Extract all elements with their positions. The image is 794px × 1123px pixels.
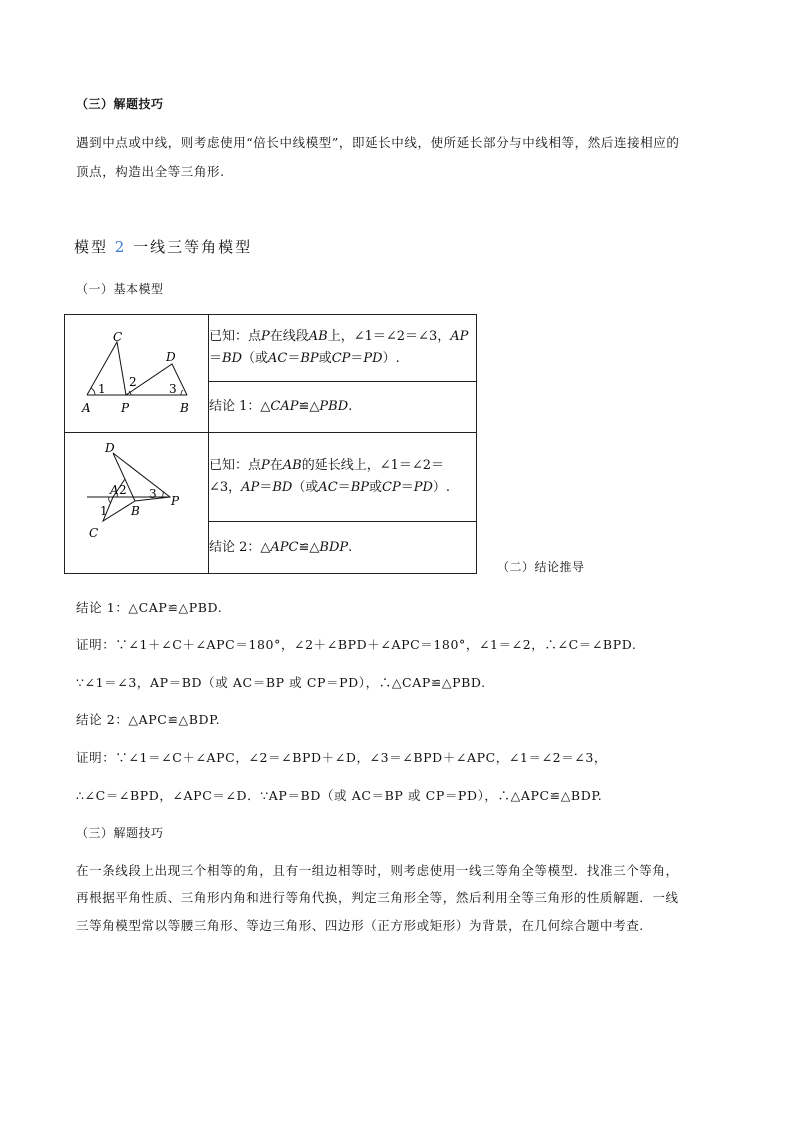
figure-1-diagram (65, 315, 208, 428)
text-run: ＝ (350, 351, 364, 367)
fig2-angle-3: 3 (149, 487, 157, 501)
tips2-line-3: 三等角模型常以等腰三角形、等边三角形、四边形（正方形或矩形）为背景，在几何综合题中考查. (76, 918, 644, 933)
text-run: ＝ (337, 480, 351, 496)
text-run: ≌△ (298, 539, 320, 555)
fig1-label-P: P (121, 401, 130, 415)
fig1-label-B: B (180, 401, 189, 415)
text-run: P (261, 329, 270, 345)
tips-paragraph-line-2: 顶点，构造出全等三角形. (76, 164, 225, 179)
model-number: 2 (114, 238, 127, 256)
text-run: 已知：点 (209, 458, 262, 474)
derivation-line-4: 结论 2：△APC≌△BDP. (76, 712, 221, 727)
text-run: ＝ (287, 351, 301, 367)
text-run: CP (382, 480, 401, 496)
text-run: ）. (382, 351, 400, 367)
figure-cell-2 (65, 433, 209, 574)
text-run: CP (331, 351, 351, 367)
text-run: BD (222, 351, 242, 367)
text-run: ≌△ (298, 399, 320, 415)
fig2-label-P: P (171, 494, 180, 508)
fig1-angle-1: 1 (98, 382, 106, 396)
text-run: 或 (369, 480, 383, 496)
text-run: BP (300, 351, 319, 367)
text-run: BP (350, 480, 369, 496)
text-run: 在线段 (269, 329, 309, 345)
fig2-label-D: D (105, 441, 115, 455)
tips2-line-2: 再根据平角性质、三角形内角和进行等角代换，判定三角形全等，然后利用全等三角形的性质解题．一线 (76, 890, 679, 905)
text-run: PD (413, 480, 433, 496)
text-run: 在 (269, 458, 283, 474)
section-title-tips-1: （三）解题技巧 (76, 97, 164, 111)
tips-paragraph-line-1: 遇到中点或中线，则考虑使用“倍长中线模型”，即延长中线，使所延长部分与中线相等，然后连接相应的 (76, 135, 680, 150)
text-run: ）. (432, 480, 451, 496)
tips2-line-1: 在一条线段上出现三个相等的角，且有一组边相等时，则考虑使用一线三等角全等模型．找准三个等角， (76, 863, 679, 878)
text-run: 上，∠1＝∠2＝∠3， (327, 329, 451, 345)
text-run: 的延长线上，∠1＝∠2＝∠3， (209, 458, 445, 496)
fig1-angle-3: 3 (169, 382, 177, 396)
text-run: P (261, 458, 270, 474)
model-label: 模型 (74, 238, 109, 256)
model-1-given (209, 315, 477, 382)
model-title: 一线三等角模型 (133, 238, 253, 256)
figure-2-diagram (65, 433, 208, 569)
fig1-angle-2: 2 (129, 375, 137, 389)
text-run: AB (308, 329, 328, 345)
tips-title-2: （三）解题技巧 (76, 826, 164, 840)
basic-model-title: （一）基本模型 (76, 282, 164, 296)
fig1-label-D: D (166, 350, 176, 364)
text-run: ＝ (209, 351, 223, 367)
fig1-label-A: A (82, 401, 91, 415)
text-run: PD (363, 351, 383, 367)
model-table (64, 314, 477, 574)
text-run: 已知：点 (209, 329, 262, 345)
text-run: AP (241, 480, 260, 496)
text-run: CAP (270, 399, 299, 415)
text-run: . (348, 399, 353, 415)
text-run: ＝ (400, 480, 414, 496)
text-run: AB (282, 458, 302, 474)
derivation-title: （二）结论推导 (497, 560, 585, 574)
text-run: 或 (318, 351, 332, 367)
fig2-angle-1: 1 (100, 504, 108, 518)
text-run: BD (272, 480, 293, 496)
model-2-given (209, 433, 477, 522)
derivation-line-2: 证明：∵∠1＋∠C＋∠APC＝180°，∠2＋∠BPD＋∠APC＝180°，∠1＝∠2，∴∠C＝∠BPD. (76, 637, 637, 652)
fig2-angle-2: 2 (119, 483, 127, 497)
text-run: ＝ (259, 480, 273, 496)
model-1-conclusion (209, 382, 477, 433)
text-run: . (348, 539, 353, 555)
model-2-conclusion (209, 522, 477, 574)
text-run: 结论 1：△ (209, 399, 271, 415)
text-run: APC (270, 539, 299, 555)
fig2-label-A: A (110, 483, 119, 497)
derivation-line-6: ∴∠C＝∠BPD，∠APC＝∠D．∵AP＝BD（或 AC＝BP 或 CP＝PD），∴△APC≌△BDP. (76, 788, 603, 803)
fig2-label-C: C (89, 526, 99, 540)
text-run: AC (268, 351, 288, 367)
text-run: AC (318, 480, 338, 496)
text-run: PBD (319, 399, 349, 415)
model-2-heading (74, 236, 252, 257)
derivation-line-5: 证明：∵∠1＝∠C＋∠APC，∠2＝∠BPD＋∠D，∠3＝∠BPD＋∠APC，∠1＝∠2＝∠3， (76, 750, 608, 765)
text-run: （或 (242, 351, 269, 367)
text-run: （或 (292, 480, 319, 496)
text-run: BDP (319, 539, 349, 555)
derivation-line-1: 结论 1：△CAP≌△PBD. (76, 600, 223, 615)
fig1-label-C: C (113, 330, 123, 344)
figure-cell-1 (65, 315, 209, 433)
text-run: AP (450, 329, 469, 345)
text-run: 结论 2：△ (209, 539, 271, 555)
fig2-label-B: B (131, 504, 140, 518)
derivation-line-3: ∵∠1＝∠3，AP＝BD（或 AC＝BP 或 CP＝PD），∴△CAP≌△PBD. (76, 675, 486, 690)
